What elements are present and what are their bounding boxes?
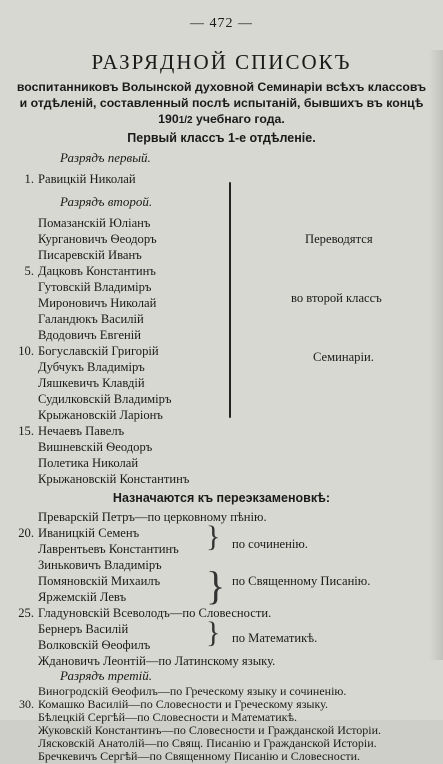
student-entry: Комашко Василій—по Словесности и Греческому языку. bbox=[38, 697, 328, 711]
brace-icon: } bbox=[206, 520, 221, 553]
reexam-note: по Священному Писанію. bbox=[232, 574, 371, 588]
student-name: Равицкій Николай bbox=[38, 172, 136, 186]
list-item: Преварскій Петръ—по церковному пѣнію. bbox=[38, 510, 267, 524]
rank-third-heading: Разрядъ третій. bbox=[60, 668, 153, 683]
list-item: Бречкевичъ Сергѣй—по Священному Писанію и Словесности. bbox=[38, 749, 360, 763]
list-item: Виногродскій Ѳеофилъ—по Греческому языку и сочиненію. bbox=[38, 684, 347, 698]
list-item: Ждановичъ Леонтій—по Латинскому языку. bbox=[38, 654, 276, 668]
list-item: Помазанскій Юліанъ bbox=[38, 216, 151, 230]
list-item: Помяновскій Михаилъ bbox=[38, 574, 161, 588]
item-number: 15. bbox=[18, 424, 34, 438]
list-item: Судилковскій Владиміръ bbox=[38, 392, 172, 406]
reexam-header: Назначаются къ переэкзаменовкѣ: bbox=[112, 491, 331, 505]
list-item bbox=[10, 526, 139, 541]
list-item: Полетика Николай bbox=[38, 456, 139, 470]
student-name: Богуславскій Григорій bbox=[38, 344, 159, 358]
subtitle-line-3 bbox=[0, 112, 443, 126]
student-name: Дацковъ Константинъ bbox=[38, 264, 156, 278]
list-item: Яржемскій Левъ bbox=[38, 590, 127, 604]
subtitle-line-1: воспитанниковъ Волынской духовной Семинаріи всѣхъ классовъ bbox=[16, 80, 427, 94]
list-item: Жуковскій Константинъ—по Словесности и Гражданской Исторіи. bbox=[38, 723, 382, 737]
item-number: 20. bbox=[18, 526, 34, 540]
group-brace-line bbox=[229, 182, 231, 418]
reexam-note: по Математикѣ. bbox=[232, 631, 318, 645]
list-item: Гутовскій Владиміръ bbox=[38, 280, 152, 294]
list-item bbox=[10, 344, 159, 359]
list-item: Крыжановскій Ларіонъ bbox=[38, 408, 163, 422]
subtitle-year-text: учебнаго года. bbox=[192, 112, 285, 126]
list-item: Зиньковичъ Владиміръ bbox=[38, 558, 162, 572]
list-item: Кургановичъ Ѳеодоръ bbox=[38, 232, 157, 246]
list-item: Мироновичъ Николай bbox=[38, 296, 157, 310]
year-base: 190 bbox=[158, 112, 179, 126]
item-number: 30. bbox=[19, 697, 34, 711]
list-item: Писаревскій Иванъ bbox=[38, 248, 142, 262]
transfer-note: Семинаріи. bbox=[313, 350, 374, 364]
list-item: Ляшкевичъ Клавдій bbox=[38, 376, 145, 390]
student-entry: Гладуновскій Всеволодъ—по Словесности. bbox=[38, 606, 272, 620]
brace-icon: } bbox=[206, 563, 226, 608]
list-item: Галандюкъ Василій bbox=[38, 312, 144, 326]
student-name: Нечаевъ Павелъ bbox=[38, 424, 125, 438]
list-title: РАЗРЯДНОЙ СПИСОКЪ bbox=[91, 50, 352, 74]
subtitle-line-2: и отдѣленій, составленный послѣ испытаній, бывшихъ въ концѣ bbox=[19, 96, 424, 110]
list-item bbox=[10, 424, 124, 439]
brace-icon: } bbox=[206, 616, 221, 649]
list-item: Дубчукъ Владиміръ bbox=[38, 360, 145, 374]
transfer-note: Переводятся bbox=[305, 232, 373, 246]
list-item bbox=[10, 264, 156, 279]
list-item: Лясковскій Анатолій—по Свящ. Писанію и Гражданской Исторіи. bbox=[38, 736, 377, 750]
list-item: Бернеръ Василій bbox=[38, 622, 129, 636]
list-item bbox=[10, 172, 136, 187]
item-number: 10. bbox=[18, 344, 34, 358]
list-item: Крыжановскій Константинъ bbox=[38, 472, 190, 486]
item-number: 25. bbox=[18, 606, 34, 620]
student-name: Иваницкій Семенъ bbox=[38, 526, 140, 540]
rank-second-heading: Разрядъ второй. bbox=[60, 194, 153, 209]
rank-first-heading: Разрядъ первый. bbox=[60, 150, 151, 165]
reexam-note: по сочиненію. bbox=[232, 537, 308, 551]
list-item: Волковскій Ѳеофилъ bbox=[38, 638, 151, 652]
transfer-note: во второй классъ bbox=[291, 291, 382, 305]
year-fraction: 1/2 bbox=[178, 115, 193, 126]
page-number: — 472 — bbox=[190, 16, 253, 31]
list-item: Вишневскій Ѳеодоръ bbox=[38, 440, 153, 454]
list-item bbox=[10, 606, 271, 621]
list-item: Вдодовичъ Евгеній bbox=[38, 328, 142, 342]
list-item: Бѣлецкій Сергѣй—по Словесности и Математикѣ. bbox=[38, 710, 297, 724]
class-header: Первый классъ 1-е отдѣленіе. bbox=[127, 131, 316, 145]
list-item: Лаврентьевъ Константинъ bbox=[38, 542, 179, 556]
item-number: 1. bbox=[24, 172, 34, 186]
item-number: 5. bbox=[24, 264, 34, 278]
